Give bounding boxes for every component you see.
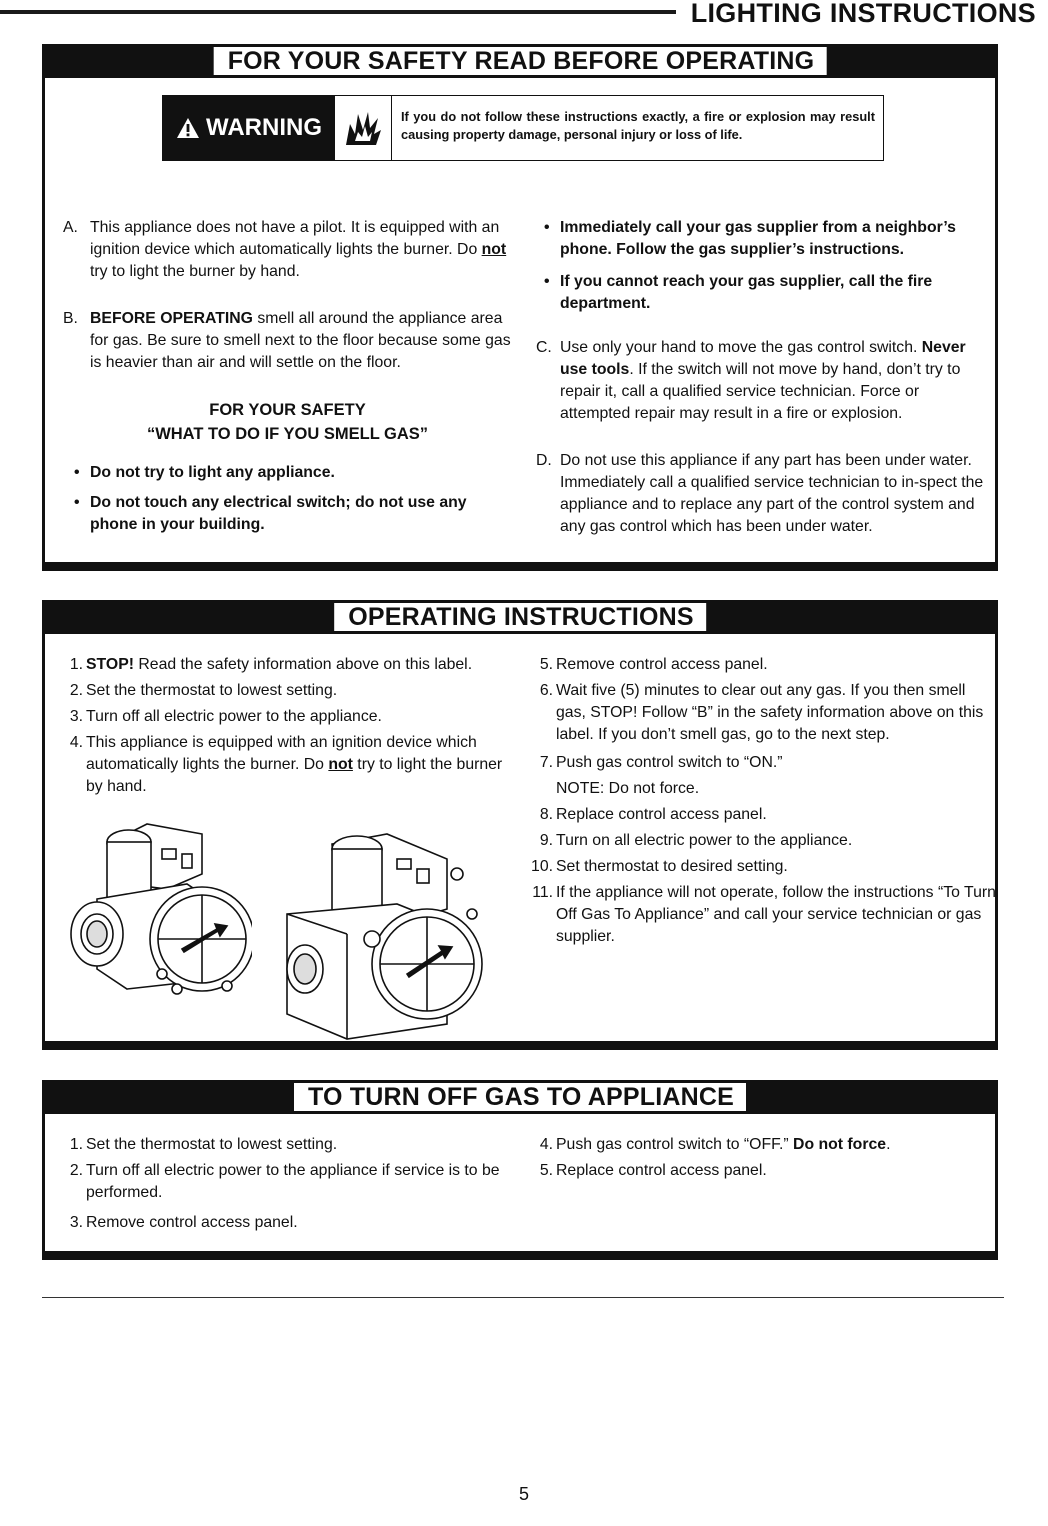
- step-number: 10.: [531, 858, 553, 875]
- operating-step-6: Wait five (5) minutes to clear out any gas. If you then smell gas, STOP! Follow “B” in the safety information above on this label. If you don’t smell gas, go to the next step.: [556, 682, 984, 743]
- turn-off-gas-section-title: TO TURN OFF GAS TO APPLIANCE: [294, 1083, 746, 1111]
- step-number: 2.: [69, 1162, 83, 1179]
- safety-subhead: FOR YOUR SAFETY: [209, 401, 366, 419]
- step-number: 5.: [539, 1162, 553, 1179]
- warning-label-block: [163, 96, 335, 160]
- operating-step-7: Push gas control switch to “ON.”: [556, 754, 783, 771]
- gas-valve-illustration-1: [67, 804, 252, 1009]
- step-number: 1.: [69, 656, 83, 673]
- operating-step-11: If the appliance will not operate, follow the instructions “To Turn Off Gas To Appliance” and call your service technician or gas supplier.: [556, 884, 996, 945]
- step-number: 8.: [539, 806, 553, 823]
- operating-step-5: Remove control access panel.: [556, 656, 768, 673]
- step-number: 7.: [539, 754, 553, 771]
- safety-bullet-2: Do not touch any electrical switch; do not use any phone in your building.: [90, 494, 467, 533]
- safety-item-B: BEFORE OPERATING smell all around the appliance area for gas. Be sure to smell next to the floor because some gas is heavier than air and will settle on the floor.: [90, 310, 511, 371]
- header-rule: [0, 10, 676, 14]
- step-number: 1.: [69, 1136, 83, 1153]
- step-number: 4.: [539, 1136, 553, 1153]
- turn-off-step-2: Turn off all electric power to the appliance if service is to be performed.: [86, 1162, 500, 1201]
- smell-gas-subhead: “WHAT TO DO IF YOU SMELL GAS”: [146, 425, 429, 443]
- warning-label: WARNING: [206, 114, 322, 141]
- safety-item-C: Use only your hand to move the gas control switch. Never use tools. If the switch will not move by hand, don’t try to repair it, call a qualified service technician. Force or attempted repair may result in a fire or explosion.: [560, 339, 966, 422]
- bullet-dot: •: [544, 273, 550, 290]
- turn-off-gas-section: [42, 1080, 998, 1260]
- warning-triangle-icon: [176, 117, 200, 139]
- step-number: 5.: [539, 656, 553, 673]
- step-number: 3.: [69, 708, 83, 725]
- page-header-title: LIGHTING INSTRUCTIONS: [690, 0, 1036, 28]
- turn-off-step-3: Remove control access panel.: [86, 1214, 298, 1231]
- turn-off-step-4: Push gas control switch to “OFF.” Do not force.: [556, 1136, 891, 1153]
- operating-step-9: Turn on all electric power to the appliance.: [556, 832, 853, 849]
- operating-step-8: Replace control access panel.: [556, 806, 767, 823]
- step-number: 11.: [532, 884, 553, 901]
- bullet-dot: •: [544, 219, 550, 236]
- footer-rule: [42, 1297, 1004, 1298]
- operating-step-1: STOP! Read the safety information above on this label.: [86, 656, 473, 673]
- operating-section-title: OPERATING INSTRUCTIONS: [334, 603, 706, 631]
- explosion-icon-cell: [335, 96, 392, 160]
- turn-off-step-5: Replace control access panel.: [556, 1162, 767, 1179]
- operating-step-2: Set the thermostat to lowest setting.: [86, 682, 338, 699]
- safety-section-title: FOR YOUR SAFETY READ BEFORE OPERATING: [214, 47, 827, 75]
- safety-item-A-letter: A.: [63, 219, 78, 236]
- safety-item-C-letter: C.: [536, 339, 552, 356]
- safety-item-D: Do not use this appliance if any part has been under water. Immediately call a qualified service technician to in-spect the appliance and to replace any part of the control system and any gas control which has been under water.: [560, 452, 984, 535]
- step-number: 9.: [539, 832, 553, 849]
- page-number: 5: [518, 1484, 529, 1504]
- safety-item-A: This appliance does not have a pilot. It is equipped with an ignition device which automatically lights the burner. Do not try to light the burner by hand.: [90, 219, 507, 280]
- step-number: 4.: [69, 734, 83, 751]
- warning-banner: [162, 95, 884, 161]
- explosion-icon: [343, 110, 383, 146]
- step-number: 3.: [69, 1214, 83, 1231]
- bullet-dot: •: [74, 464, 80, 481]
- safety-bullet-1: Do not try to light any appliance.: [90, 464, 335, 481]
- operating-section: [42, 600, 998, 1050]
- safety-bullet-3: Immediately call your gas supplier from a neighbor’s phone. Follow the gas supplier’s instructions.: [560, 219, 956, 258]
- step-number: 6.: [539, 682, 553, 699]
- operating-step-10: Set thermostat to desired setting.: [556, 858, 788, 875]
- safety-item-B-letter: B.: [63, 310, 78, 327]
- safety-section: [42, 44, 998, 571]
- step-number: 2.: [69, 682, 83, 699]
- bullet-dot: •: [74, 494, 80, 511]
- warning-text: If you do not follow these instructions exactly, a fire or explosion may result causing property damage, personal injury or loss of life.: [401, 109, 875, 142]
- operating-step-4: This appliance is equipped with an ignition device which automatically lights the burner. Do not try to light the burner by hand.: [86, 734, 503, 795]
- turn-off-step-1: Set the thermostat to lowest setting.: [86, 1136, 338, 1153]
- operating-step-7-note: NOTE: Do not force.: [556, 780, 700, 797]
- not-emphasis: not: [481, 241, 507, 258]
- safety-item-D-letter: D.: [536, 452, 552, 469]
- operating-step-3: Turn off all electric power to the appliance.: [86, 708, 382, 725]
- gas-valve-illustration-2: [277, 829, 492, 1044]
- safety-bullet-4: If you cannot reach your gas supplier, call the fire department.: [560, 273, 933, 312]
